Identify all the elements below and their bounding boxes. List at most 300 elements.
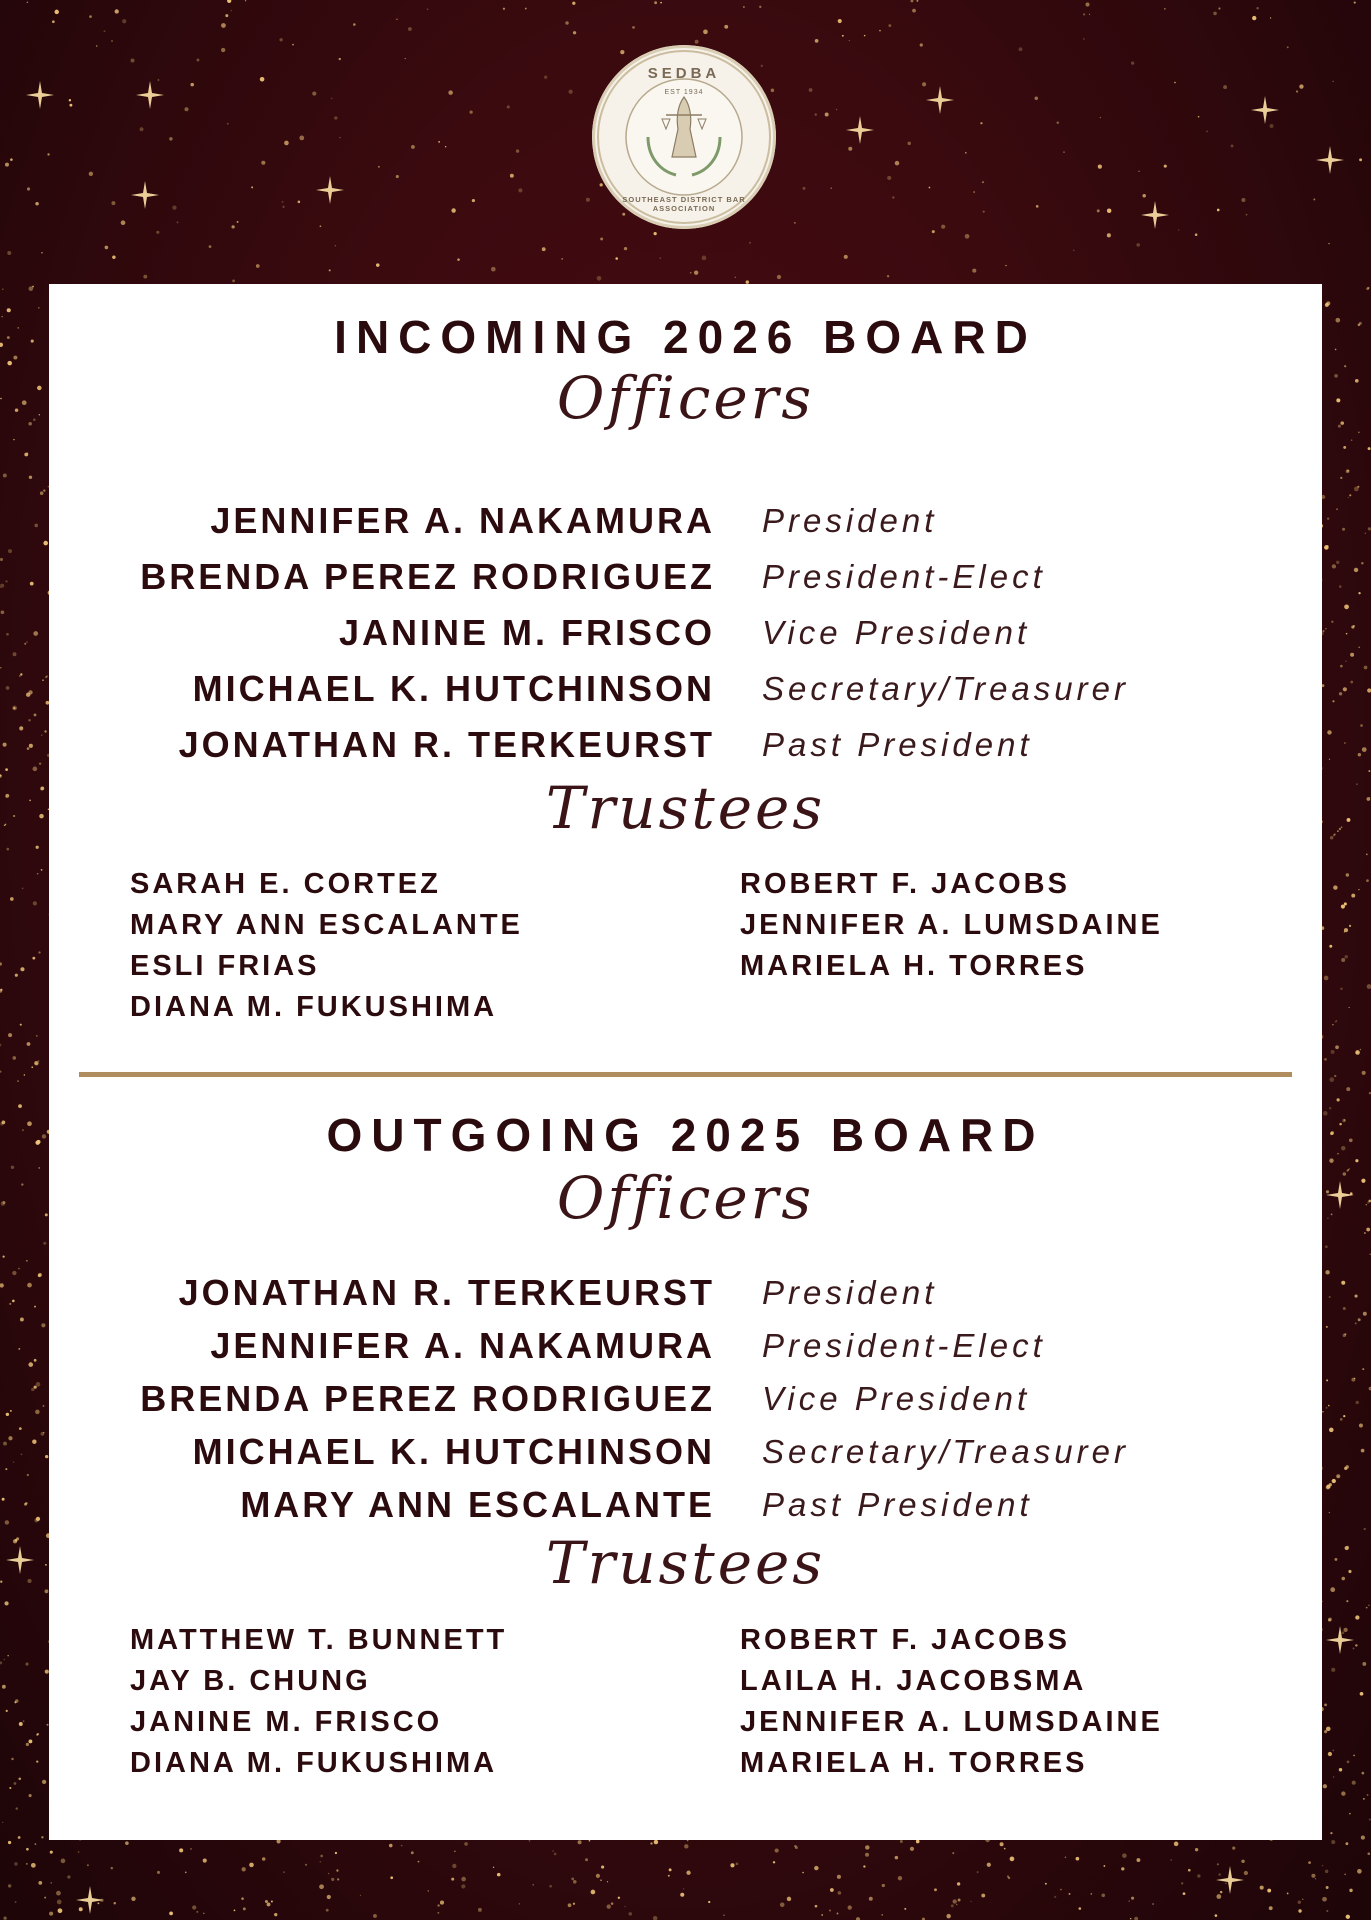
sparkle-dot — [1361, 1179, 1365, 1183]
sparkle-dot — [227, 0, 231, 3]
sparkle-dot — [390, 1876, 393, 1879]
sparkle-dot — [844, 255, 848, 259]
sparkle-dot — [849, 40, 850, 41]
sparkle-dot — [951, 1904, 954, 1907]
sparkle-dot — [879, 30, 881, 32]
sparkle-dot — [1107, 208, 1112, 213]
sparkle-dot — [18, 1268, 20, 1270]
sparkle-dot — [33, 418, 36, 421]
sparkle-dot — [7, 251, 11, 255]
sparkle-dot — [251, 186, 253, 188]
sparkle-dot — [1328, 1752, 1332, 1756]
sparkle-dot — [1348, 497, 1349, 498]
sparkle-dot — [1198, 116, 1200, 118]
sparkle-dot — [1195, 233, 1198, 236]
sparkle-dot — [418, 1861, 420, 1863]
sparkle-dot — [1353, 1647, 1355, 1649]
sparkle-dot — [320, 225, 322, 227]
sparkle-dot — [15, 1901, 17, 1903]
sparkle-dot — [1355, 1159, 1358, 1162]
sparkle-dot — [35, 1140, 39, 1144]
sparkle-dot — [1329, 945, 1332, 948]
sparkle-dot — [1330, 836, 1333, 839]
sparkle-dot — [438, 141, 440, 143]
outgoing-trustees-heading: Trustees — [545, 1529, 826, 1597]
sparkle-dot — [27, 747, 30, 750]
sparkle-dot — [40, 491, 44, 495]
sparkle-dot — [900, 1840, 903, 1843]
sparkle-dot — [96, 45, 98, 47]
sparkle-dot — [507, 105, 510, 108]
sparkle-dot — [190, 1848, 192, 1850]
trustee-name: DIANA M. FUKUSHIMA — [130, 1747, 498, 1779]
sparkle-dot — [1341, 826, 1343, 828]
association-seal-logo — [592, 45, 776, 229]
sparkle-dot — [110, 1867, 113, 1870]
sparkle-dot — [26, 641, 27, 642]
sparkle-dot — [312, 92, 316, 96]
sparkle-dot — [45, 1589, 49, 1593]
sparkle-dot — [69, 99, 71, 101]
sparkle-dot — [1340, 1418, 1343, 1421]
sparkle-dot — [1346, 1600, 1348, 1602]
sparkle-dot — [1364, 666, 1368, 670]
sparkle-dot — [34, 714, 37, 717]
sparkle-dot — [946, 1914, 950, 1918]
sparkle-dot — [1332, 564, 1336, 568]
sparkle-dot — [1121, 1867, 1124, 1870]
sparkle-dot — [12, 1271, 16, 1275]
sparkle-dot — [1152, 1903, 1154, 1905]
sparkle-dot — [694, 270, 698, 274]
sparkle-dot — [1328, 1617, 1332, 1621]
sparkle-dot — [241, 1897, 244, 1900]
sparkle-dot — [260, 77, 265, 82]
sparkle-dot — [1350, 681, 1353, 684]
sparkle-dot — [21, 1183, 23, 1185]
sparkle-dot — [1335, 349, 1337, 351]
sparkle-dot — [864, 35, 865, 36]
sparkle-dot — [1076, 1857, 1080, 1861]
sparkle-dot — [43, 1432, 44, 1433]
sparkle-dot — [169, 1912, 173, 1916]
sparkle-dot — [668, 1875, 670, 1877]
sparkle-dot — [695, 40, 699, 44]
sparkle-dot — [27, 452, 28, 453]
sparkle-dot — [1343, 687, 1347, 691]
sparkle-dot — [1302, 1898, 1304, 1900]
sparkle-dot — [22, 888, 24, 890]
sparkle-dot — [231, 225, 234, 228]
sparkle-dot — [1352, 1781, 1356, 1785]
sparkle-dot — [972, 269, 976, 273]
sparkle-dot — [353, 23, 356, 26]
sparkle-dot — [888, 24, 891, 27]
sparkle-dot — [1260, 1886, 1264, 1890]
sparkle-dot — [1246, 214, 1248, 216]
officer-name: JONATHAN R. TERKEURST — [178, 724, 715, 765]
sparkle-dot — [20, 1318, 24, 1322]
sparkle-dot — [1036, 205, 1039, 208]
trustee-name: LAILA H. JACOBSMA — [740, 1665, 1087, 1697]
sparkle-dot — [5, 794, 9, 798]
sparkle-dot — [1323, 1111, 1328, 1116]
sparkle-dot — [1330, 1832, 1332, 1834]
trustee-name: SARAH E. CORTEZ — [130, 868, 441, 900]
sparkle-dot — [1349, 1889, 1352, 1892]
sparkle-dot — [1129, 1900, 1130, 1901]
sparkle-dot — [451, 208, 455, 212]
sparkle-dot — [24, 1074, 25, 1075]
sparkle-dot — [37, 386, 42, 391]
sparkle-dot — [1362, 1071, 1366, 1075]
sparkle-dot — [1327, 1217, 1329, 1219]
sparkle-dot — [34, 524, 38, 528]
sparkle-dot — [28, 719, 30, 721]
officer-row — [49, 500, 1322, 556]
sparkle-dot — [597, 276, 602, 281]
sparkle-dot — [39, 414, 40, 415]
sparkle-dot — [1368, 770, 1370, 772]
sparkle-dot — [1358, 889, 1359, 890]
sparkle-dot — [0, 558, 3, 561]
sparkle-dot — [1349, 925, 1351, 927]
sparkle-dot — [457, 258, 460, 261]
sparkle-dot — [1056, 121, 1059, 124]
sparkle-dot — [158, 79, 160, 81]
sparkle-dot — [6, 633, 9, 636]
sparkle-dot — [1178, 229, 1180, 231]
sparkle-dot — [703, 30, 708, 35]
sparkle-dot — [267, 1902, 271, 1906]
sparkle-dot — [1357, 1869, 1362, 1874]
sparkle-dot — [298, 201, 301, 204]
sparkle-dot — [2, 1121, 6, 1125]
sparkle-dot — [42, 1780, 46, 1784]
sparkle-dot — [1346, 873, 1349, 876]
sparkle-dot — [7, 336, 10, 339]
sparkle-dot — [360, 1895, 361, 1896]
sparkle-dot — [49, 1912, 53, 1916]
sparkle-dot — [40, 788, 43, 791]
sparkle-dot — [821, 1914, 823, 1916]
sparkle-dot — [1324, 976, 1329, 981]
sparkle-dot — [437, 1912, 439, 1914]
sparkle-dot — [23, 1720, 25, 1722]
sparkle-dot — [1342, 1631, 1345, 1634]
sparkle-dot — [0, 1661, 2, 1664]
sparkle-dot — [10, 897, 14, 901]
sparkle-dot — [1366, 1607, 1368, 1609]
sparkle-dot — [389, 1844, 393, 1848]
sparkle-dot — [529, 1840, 531, 1842]
sparkle-dot — [1206, 130, 1208, 132]
sparkle-dot — [542, 247, 546, 251]
sparkle-dot — [1326, 1886, 1329, 1889]
sparkle-dot — [172, 205, 176, 209]
sparkle-dot — [982, 181, 984, 183]
officer-name: JENNIFER A. NAKAMURA — [210, 500, 715, 541]
sparkle-dot — [0, 1581, 2, 1583]
officer-role: President — [762, 502, 938, 539]
sparkle-dot — [1368, 1604, 1370, 1606]
sparkle-dot — [209, 245, 212, 248]
sparkle-dot — [568, 90, 572, 94]
sparkle-dot — [922, 82, 926, 86]
sparkle-dot — [554, 1853, 557, 1856]
sparkle-dot — [274, 1913, 277, 1916]
sparkle-dot — [815, 113, 817, 115]
sparkle-dot — [573, 1903, 575, 1905]
sparkle-dot — [396, 19, 397, 20]
sparkle-dot — [1367, 984, 1371, 989]
sparkle-dot — [36, 1761, 38, 1763]
sparkle-dot — [1213, 12, 1217, 16]
sparkle-dot — [1361, 1836, 1365, 1840]
sparkle-dot — [1298, 1909, 1301, 1912]
sparkle-dot — [38, 1881, 42, 1885]
sparkle-dot — [869, 1897, 873, 1901]
sparkle-dot — [1349, 1168, 1350, 1169]
sparkle-dot — [35, 202, 38, 205]
sparkle-dot — [1366, 287, 1369, 290]
sparkle-dot — [1344, 902, 1347, 905]
sparkle-dot — [1326, 1910, 1328, 1912]
officer-role: Vice President — [762, 614, 1031, 651]
sparkle-dot — [192, 1905, 196, 1909]
sparkle-dot — [15, 1539, 18, 1542]
sparkle-dot — [686, 1871, 690, 1875]
sparkle-dot — [1004, 1848, 1006, 1850]
sparkle-dot — [1218, 1873, 1221, 1876]
sparkle-dot — [1097, 209, 1100, 212]
sparkle-dot — [41, 869, 43, 871]
sparkle-dot — [916, 1840, 920, 1844]
sparkle-dot — [1343, 1415, 1345, 1417]
sparkle-dot — [730, 1863, 734, 1867]
sparkle-dot — [549, 1885, 552, 1888]
sparkle-dot — [1101, 1894, 1105, 1898]
sparkle-star-icon — [1326, 1181, 1354, 1209]
sparkle-dot — [31, 340, 34, 343]
sparkle-dot — [830, 187, 832, 189]
sparkle-dot — [1343, 1172, 1347, 1176]
sparkle-dot — [1355, 1322, 1357, 1324]
sparkle-dot — [1325, 628, 1327, 630]
officer-row — [49, 1378, 1322, 1431]
sparkle-dot — [1091, 1893, 1093, 1895]
sparkle-dot — [1360, 1049, 1362, 1051]
section-divider — [79, 1072, 1292, 1077]
sparkle-dot — [1341, 1146, 1345, 1150]
sparkle-dot — [45, 1455, 48, 1458]
sparkle-dot — [1358, 323, 1361, 326]
sparkle-dot — [28, 1362, 33, 1367]
sparkle-dot — [184, 107, 188, 111]
trustee-name: ESLI FRIAS — [130, 950, 320, 982]
sparkle-dot — [1366, 1228, 1370, 1232]
sparkle-dot — [41, 1836, 43, 1838]
sparkle-dot — [376, 263, 379, 266]
sparkle-dot — [12, 1300, 15, 1303]
sparkle-dot — [1308, 1861, 1311, 1864]
sparkle-dot — [1326, 1727, 1331, 1732]
officer-name: JANINE M. FRISCO — [338, 612, 715, 653]
sparkle-dot — [46, 675, 48, 677]
sparkle-dot — [1322, 1411, 1324, 1413]
sparkle-dot — [37, 873, 39, 875]
sparkle-star-icon — [1141, 201, 1169, 229]
sparkle-dot — [112, 255, 115, 258]
sparkle-dot — [736, 1863, 739, 1866]
sparkle-dot — [809, 88, 813, 92]
sparkle-dot — [1, 1201, 5, 1205]
sparkle-dot — [32, 1440, 36, 1444]
sparkle-dot — [1170, 1859, 1172, 1861]
sparkle-dot — [231, 10, 232, 11]
sparkle-dot — [1344, 1874, 1345, 1875]
sparkle-dot — [1225, 1883, 1227, 1885]
sparkle-dot — [829, 1910, 831, 1912]
sparkle-dot — [1367, 1852, 1370, 1855]
sparkle-dot — [1324, 1703, 1327, 1706]
sparkle-dot — [38, 1273, 42, 1277]
officer-row — [49, 1272, 1322, 1325]
sparkle-dot — [1330, 1132, 1333, 1135]
sparkle-dot — [1335, 1045, 1339, 1049]
officer-role: Vice President — [762, 1380, 1031, 1417]
sparkle-dot — [1332, 1750, 1334, 1752]
sparkle-dot — [5, 1601, 9, 1605]
sparkle-star-icon — [6, 1546, 34, 1574]
sparkle-dot — [1220, 1891, 1222, 1893]
sparkle-dot — [1366, 1204, 1368, 1206]
sparkle-dot — [1325, 1245, 1328, 1248]
sparkle-dot — [42, 679, 44, 681]
sparkle-dot — [1340, 665, 1343, 668]
sparkle-dot — [271, 1900, 273, 1902]
sparkle-dot — [980, 122, 982, 124]
sparkle-star-icon — [1316, 146, 1344, 174]
sparkle-dot — [44, 1897, 46, 1899]
sparkle-dot — [24, 643, 26, 645]
officer-role: Past President — [762, 726, 1033, 763]
sparkle-dot — [1331, 621, 1333, 623]
sparkle-dot — [326, 1909, 329, 1912]
sparkle-dot — [1065, 1857, 1067, 1859]
sparkle-dot — [1329, 1107, 1331, 1109]
sparkle-dot — [67, 1875, 70, 1878]
sparkle-dot — [1217, 209, 1220, 212]
sparkle-dot — [723, 1914, 725, 1916]
sparkle-dot — [1330, 1587, 1335, 1592]
sparkle-dot — [1363, 1798, 1365, 1800]
sparkle-dot — [1311, 1874, 1315, 1878]
sparkle-dot — [977, 1871, 979, 1873]
sparkle-dot — [1363, 1312, 1367, 1316]
sparkle-dot — [1348, 819, 1350, 821]
sparkle-dot — [1366, 879, 1369, 882]
sparkle-dot — [1364, 1528, 1366, 1530]
sparkle-dot — [234, 1909, 236, 1911]
sparkle-dot — [1231, 145, 1234, 148]
incoming-trustees-left-column — [130, 868, 523, 1032]
sparkle-dot — [1174, 1842, 1179, 1847]
sparkle-dot — [1326, 1190, 1329, 1193]
sparkle-dot — [1349, 1007, 1350, 1008]
sparkle-dot — [932, 230, 935, 233]
sparkle-dot — [1368, 447, 1371, 450]
sparkle-dot — [335, 1852, 337, 1854]
sparkle-dot — [510, 174, 514, 178]
sparkle-dot — [568, 1903, 572, 1907]
sparkle-dot — [578, 1840, 582, 1844]
sparkle-dot — [1346, 1087, 1350, 1091]
sparkle-dot — [1328, 1405, 1330, 1407]
sparkle-dot — [52, 20, 55, 23]
sparkle-dot — [1364, 1232, 1366, 1234]
sparkle-dot — [2, 1498, 5, 1501]
sparkle-dot — [1142, 194, 1145, 197]
sparkle-dot — [1354, 568, 1358, 572]
sparkle-dot — [30, 582, 34, 586]
sparkle-dot — [28, 422, 32, 426]
sparkle-dot — [611, 1902, 614, 1905]
sparkle-dot — [337, 1878, 339, 1880]
sparkle-dot — [929, 187, 931, 189]
sparkle-dot — [572, 2, 575, 5]
sparkle-dot — [464, 1842, 468, 1846]
sparkle-dot — [44, 730, 46, 732]
sparkle-dot — [1340, 477, 1342, 479]
sparkle-dot — [3, 1659, 4, 1660]
sparkle-dot — [912, 9, 916, 13]
sparkle-dot — [1347, 470, 1349, 472]
officer-row — [49, 556, 1322, 612]
sparkle-dot — [0, 398, 2, 400]
sparkle-dot — [79, 1907, 83, 1911]
sparkle-dot — [408, 27, 412, 31]
sparkle-dot — [245, 0, 246, 1]
sparkle-dot — [775, 1848, 779, 1852]
sparkle-dot — [573, 31, 576, 34]
sparkle-dot — [1331, 1668, 1335, 1672]
sparkle-dot — [1332, 1479, 1336, 1483]
sparkle-dot — [1324, 1058, 1327, 1061]
sparkle-dot — [1339, 585, 1342, 588]
sparkle-dot — [11, 1166, 14, 1169]
sparkle-dot — [1019, 47, 1023, 51]
sparkle-dot — [31, 1388, 34, 1391]
sparkle-dot — [1005, 265, 1006, 266]
sparkle-dot — [1326, 301, 1330, 305]
sparkle-dot — [660, 2, 662, 4]
sparkle-dot — [1089, 14, 1090, 15]
sparkle-dot — [1341, 958, 1345, 962]
sparkle-dot — [36, 1517, 40, 1521]
sparkle-dot — [1, 316, 2, 317]
sparkle-dot — [837, 1913, 839, 1915]
sparkle-dot — [1328, 243, 1329, 244]
sparkle-dot — [18, 1348, 20, 1350]
sparkle-dot — [887, 176, 891, 180]
sparkle-dot — [1, 610, 5, 614]
sparkle-dot — [34, 1306, 36, 1308]
sparkle-dot — [830, 1888, 834, 1892]
sparkle-dot — [15, 408, 18, 411]
sparkle-dot — [895, 161, 900, 166]
sparkle-dot — [237, 221, 239, 223]
